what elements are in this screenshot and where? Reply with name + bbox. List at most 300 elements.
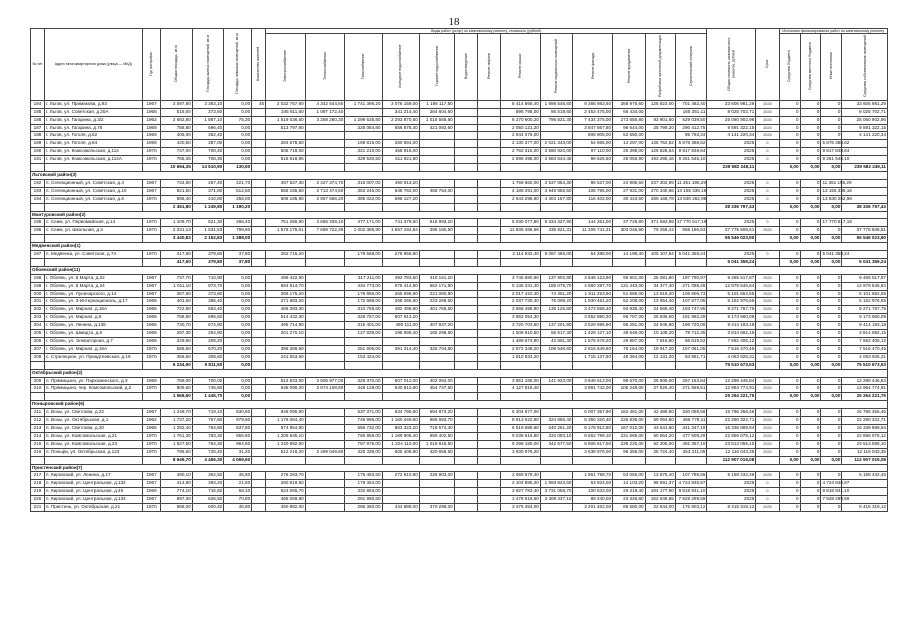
table-cell: 606 185,80 [266, 195, 306, 203]
total-cell [142, 393, 161, 401]
total-cell [540, 456, 573, 464]
table-cell [540, 132, 573, 140]
table-cell: 537,80 [224, 424, 252, 432]
table-cell: 1 240 892,50 [266, 440, 306, 448]
table-cell: 4 063 925,31 [842, 353, 888, 361]
section-header [31, 243, 888, 251]
table-cell: 1 160 449,60 [382, 417, 419, 425]
table-cell: 7 828 299,59 [821, 496, 842, 504]
table-cell [305, 440, 345, 448]
table-cell: 0 [821, 472, 842, 480]
table-cell: 716,60 [192, 488, 223, 496]
table-cell: 834 795,60 [382, 409, 419, 417]
table-cell: 3 363,10 [192, 100, 223, 108]
table-cell: 341 347,19 [675, 424, 707, 432]
table-cell [454, 496, 477, 504]
table-cell: 684 514,70 [266, 282, 306, 290]
total-cell [419, 393, 454, 401]
table-cell: 548 099,20 [266, 385, 306, 393]
table-cell: 1 224 110,00 [382, 440, 419, 448]
table-cell [252, 480, 266, 488]
table-cell: 1970 [142, 156, 161, 164]
table-cell: 269 175,20 [266, 290, 306, 298]
table-row [31, 132, 888, 140]
table-cell [305, 132, 345, 140]
table-cell: 710,90 [192, 274, 223, 282]
table-cell: 51 688,00 [613, 290, 646, 298]
table-cell: 303 046,90 [613, 227, 646, 235]
table-cell: 189 075,70 [540, 282, 573, 290]
table-cell [305, 314, 345, 322]
table-cell: 74 351,20 [540, 290, 573, 298]
table-cell: 5 030 077,80 [501, 219, 541, 227]
table-cell: 0 [800, 424, 821, 432]
header-work-3: Газоснабжение [345, 34, 382, 100]
table-cell [266, 132, 306, 140]
table-cell: 251 606,00 [345, 345, 382, 353]
table-cell: 5 876 368,62 [675, 140, 707, 148]
table-cell: 4 342 544,60 [305, 100, 345, 108]
table-cell [305, 274, 345, 282]
table-cell: 596 127,20 [382, 195, 419, 203]
table-cell: 53 924,00 [573, 480, 613, 488]
table-cell: 7 662 405,12 [707, 338, 756, 346]
table-cell [454, 100, 477, 108]
section-header [31, 171, 888, 179]
total-cell [540, 361, 573, 369]
table-cell: 846 095,90 [266, 409, 306, 417]
table-cell: 286 360,00 [345, 504, 382, 512]
total-cell [756, 258, 779, 266]
total-cell [305, 235, 345, 243]
total-cell [613, 203, 646, 211]
table-cell: 272 610,80 [382, 472, 419, 480]
table-cell [540, 472, 573, 480]
table-cell: 2 021 343,00 [540, 140, 573, 148]
address-cell: п. Кировский, ул. Ленина, д.17 [44, 472, 142, 480]
address-cell: п. Прямицыно, ул. Пархоменского, д.3 [44, 377, 142, 385]
table-cell: 0,00 [224, 330, 252, 338]
table-row [31, 179, 888, 187]
table-cell: 231 569,00 [613, 432, 646, 440]
total-cell [44, 203, 142, 211]
table-cell: 26 319,40 [613, 488, 646, 496]
total-cell: 4 069,60 [224, 456, 252, 464]
table-cell: 759,00 [161, 377, 192, 385]
table-cell: 2025 [756, 282, 779, 290]
total-cell [477, 164, 500, 172]
total-cell [31, 203, 45, 211]
table-cell [454, 148, 477, 156]
address-cell: п. Возы, ул. Октябрьская, д.1 [44, 417, 142, 425]
table-cell: 14 198,40 [613, 251, 646, 259]
total-cell [645, 456, 675, 464]
table-cell: 0 [779, 251, 800, 259]
table-cell [305, 409, 345, 417]
table-cell [540, 448, 573, 456]
table-cell: 2025 [756, 385, 779, 393]
table-cell: 326 370,00 [345, 377, 382, 385]
address-cell: п. Селекционный, ул. Советская, д.6 [44, 195, 142, 203]
table-cell: 2025 [756, 124, 779, 132]
table-cell: 420,50 [161, 140, 192, 148]
table-cell: 477 171,00 [345, 219, 382, 227]
table-cell: 537 371,00 [345, 409, 382, 417]
table-cell [419, 314, 454, 322]
table-cell [477, 108, 500, 116]
table-cell [252, 440, 266, 448]
total-cell [345, 258, 382, 266]
table-cell: 9 368 983,60 [573, 100, 613, 108]
table-cell: 165 298,80 [419, 330, 454, 338]
table-cell: 99 625,50 [573, 156, 613, 164]
table-cell: 46 364,00 [613, 353, 646, 361]
table-cell [252, 298, 266, 306]
header-deadline: Срок [756, 29, 779, 101]
table-cell: 2 427 374,70 [305, 179, 345, 187]
table-cell: 979,60 [224, 417, 252, 425]
table-cell: 513 797,60 [266, 124, 306, 132]
table-cell [454, 330, 477, 338]
table-cell: 193 286,16 [645, 156, 675, 164]
table-cell: 75 099,20 [540, 298, 573, 306]
table-cell [305, 472, 345, 480]
table-cell: 12 116 043,35 [842, 448, 888, 456]
table-cell: 1 176 064,40 [266, 417, 306, 425]
table-row [31, 148, 888, 156]
table-cell: 184 [31, 100, 45, 108]
table-cell: 204 [31, 322, 45, 330]
table-cell: 524 065,70 [266, 488, 306, 496]
table-cell [305, 124, 345, 132]
table-cell: 290 412,75 [675, 124, 707, 132]
address-cell: п. Возы, ул. Комсомольская, д.21 [44, 432, 142, 440]
table-cell: 289 168,78 [645, 195, 675, 203]
total-cell [645, 164, 675, 172]
table-cell: 8 415 319,12 [842, 504, 888, 512]
table-cell [252, 472, 266, 480]
table-cell: 2 104 885,20 [501, 480, 541, 488]
table-cell [477, 488, 500, 496]
section-total-row [31, 361, 888, 369]
table-cell: 570,20 [192, 345, 223, 353]
table-cell: 700,00 [192, 377, 223, 385]
table-cell: 0 [821, 440, 842, 448]
table-cell: 1 016 568,80 [419, 116, 454, 124]
table-cell: 3 852 054,30 [501, 314, 541, 322]
table-cell: 9 591 322,15 [842, 124, 888, 132]
table-cell: 0 [800, 148, 821, 156]
table-cell: 809,60 [161, 385, 192, 393]
table-cell [477, 274, 500, 282]
total-cell: 0,00 [821, 258, 842, 266]
table-cell: 2025 [756, 322, 779, 330]
table-cell: 499 422,90 [266, 274, 306, 282]
total-cell [419, 203, 454, 211]
total-cell [252, 164, 266, 172]
table-cell: 4 189 291,00 [501, 187, 541, 195]
table-cell: 107 788,56 [675, 472, 707, 480]
table-cell [477, 187, 500, 195]
table-cell: 808 905,00 [573, 132, 613, 140]
table-cell: 5 041 359,24 [675, 251, 707, 259]
section-title: Октябрьский район(2) [31, 369, 888, 377]
table-cell [454, 116, 477, 124]
table-cell: 280 819,60 [266, 480, 306, 488]
table-cell: 268 265,60 [382, 298, 419, 306]
table-cell: 1 018 915,50 [419, 440, 454, 448]
total-cell [252, 203, 266, 211]
table-cell: 126 828,64 [645, 148, 675, 156]
table-cell: 280 694,00 [382, 140, 419, 148]
table-cell: 621,30 [192, 219, 223, 227]
table-row [31, 290, 888, 298]
header-fin-3: Иные источники [821, 34, 842, 100]
table-cell: 1969 [142, 488, 161, 496]
table-cell: 229,90 [161, 338, 192, 346]
total-cell [266, 164, 306, 172]
table-cell: 955,80 [224, 432, 252, 440]
table-cell: 0 [800, 179, 821, 187]
table-cell: 315 401,00 [345, 322, 382, 330]
table-cell: 208,20 [192, 338, 223, 346]
table-cell: 513 843,00 [266, 377, 306, 385]
table-cell: 192 [31, 179, 45, 187]
table-cell: 1 827,50 [161, 440, 192, 448]
table-cell: 2 069 679,40 [501, 472, 541, 480]
table-cell [477, 480, 500, 488]
table-cell [252, 353, 266, 361]
table-cell: 79 258,42 [645, 227, 675, 235]
table-cell: 0 [779, 195, 800, 203]
table-cell: 254,90 [192, 330, 223, 338]
total-cell [613, 393, 646, 401]
header-group-financing: Источники финансирования работ по капитальному ремонту [779, 29, 887, 34]
table-cell: 175 903,12 [675, 504, 707, 512]
table-cell: 11 205 741,31 [573, 227, 613, 235]
table-cell: 2025 [756, 298, 779, 306]
table-cell: 116 402,00 [573, 195, 613, 203]
table-cell: 465 778,11 [675, 417, 707, 425]
table-row [31, 440, 888, 448]
table-cell: 1967 [142, 496, 161, 504]
table-row [31, 274, 888, 282]
total-cell [573, 164, 613, 172]
table-cell [477, 322, 500, 330]
table-cell [252, 338, 266, 346]
table-cell: 1967 [142, 282, 161, 290]
table-cell: 3 814 692,15 [707, 330, 756, 338]
table-cell: 172 688,00 [345, 298, 382, 306]
table-cell: 3 891 742,00 [573, 385, 613, 393]
table-cell [454, 385, 477, 393]
table-cell: 2025 [756, 338, 779, 346]
table-cell: 43 641,60 [645, 424, 675, 432]
table-cell: 2025 [707, 219, 756, 227]
table-cell: 210 [31, 385, 45, 393]
total-cell [477, 258, 500, 266]
table-cell: 497 527,30 [266, 179, 306, 187]
total-cell [266, 393, 306, 401]
total-cell: 37,80 [224, 258, 252, 266]
section-total-row [31, 258, 888, 266]
table-cell: 0 [800, 306, 821, 314]
table-cell: 26 055,90 [613, 156, 646, 164]
table-cell: 1 578 175,01 [266, 227, 306, 235]
total-cell [305, 258, 345, 266]
table-cell: 165 351,11 [675, 108, 707, 116]
total-cell [501, 258, 541, 266]
total-cell [756, 235, 779, 243]
table-cell: 37 729,80 [613, 219, 646, 227]
table-cell: 25 836,60 [645, 314, 675, 322]
table-cell: 1967 [142, 290, 161, 298]
table-cell: 0 [779, 298, 800, 306]
header-work-1: Электроснабжение [266, 34, 306, 100]
table-cell [305, 480, 345, 488]
table-cell: 24 945,80 [645, 322, 675, 330]
table-cell: 393,20 [192, 480, 223, 488]
table-cell: 329 530,50 [345, 156, 382, 164]
table-cell: 8 414 866,40 [501, 100, 541, 108]
table-cell: 196 720,08 [675, 322, 707, 330]
table-cell: 184 177,90 [645, 488, 675, 496]
table-cell: 0 [821, 377, 842, 385]
table-cell: 9 414 193,18 [707, 322, 756, 330]
table-cell: 2 017 422,40 [501, 290, 541, 298]
table-cell: 106 795,00 [573, 187, 613, 195]
table-cell: 0 [779, 488, 800, 496]
header-work-11: Ремонт фундамента [613, 34, 646, 100]
table-cell: 405,00 [161, 132, 192, 140]
table-cell: 0 [800, 108, 821, 116]
table-cell [477, 227, 500, 235]
table-cell: 0 [779, 338, 800, 346]
table-row [31, 124, 888, 132]
address-cell: п. Возы, ул. Светлова, д.22 [44, 409, 142, 417]
table-cell: 3 652 890,30 [573, 314, 613, 322]
table-cell: 273 655,80 [613, 116, 646, 124]
table-cell: 765,35 [161, 156, 192, 164]
table-cell: 89 240,00 [573, 496, 613, 504]
table-row [31, 251, 888, 259]
table-cell: 291 990,60 [345, 496, 382, 504]
total-cell [31, 235, 45, 243]
table-cell: 8 350 320,40 [573, 417, 613, 425]
table-cell [454, 156, 477, 164]
total-cell [675, 235, 707, 243]
table-cell: 2025 [756, 330, 779, 338]
table-cell [252, 274, 266, 282]
table-cell: 45 [252, 100, 266, 108]
table-cell: 84 851,71 [675, 353, 707, 361]
total-cell [345, 361, 382, 369]
table-cell: 54 665,00 [573, 140, 613, 148]
table-cell: 1962 [142, 417, 161, 425]
table-cell [419, 488, 454, 496]
table-cell: 0 [800, 385, 821, 393]
total-cell [31, 361, 45, 369]
table-cell [477, 432, 500, 440]
table-cell: 196 [31, 227, 45, 235]
total-cell [477, 456, 500, 464]
total-cell: 0,00 [800, 393, 821, 401]
table-cell: 10 108,20 [645, 330, 675, 338]
total-cell: 8 649,70 [161, 456, 192, 464]
total-cell [31, 164, 45, 172]
total-cell [419, 235, 454, 243]
table-row [31, 219, 888, 227]
table-cell: 540 812,80 [382, 385, 419, 393]
table-cell: 2025 [756, 132, 779, 140]
address-cell: п. Медвенка, ул. Советская, д.74 [44, 251, 142, 259]
table-cell [477, 330, 500, 338]
total-cell: 38 336 797,43 [842, 203, 888, 211]
table-cell: 0 [821, 100, 842, 108]
table-cell: 100 633,00 [573, 488, 613, 496]
table-cell: 490 111,00 [382, 322, 419, 330]
table-cell: 7 516 470,45 [707, 345, 756, 353]
table-cell [454, 345, 477, 353]
table-cell: 1 186 117,50 [419, 100, 454, 108]
section-header [31, 211, 888, 219]
table-cell: 193 747,95 [675, 306, 707, 314]
table-cell: 0 [800, 353, 821, 361]
table-cell: 332 863,00 [345, 488, 382, 496]
table-cell: 0 [821, 227, 842, 235]
table-cell: 3 948 956,50 [540, 187, 573, 195]
table-cell [477, 409, 500, 417]
address-cell: г. Льгов, ул. Советская, д.20А [44, 108, 142, 116]
table-cell: 758,80 [161, 124, 192, 132]
table-cell: 1965 [142, 424, 161, 432]
table-cell: 241 553,60 [266, 353, 306, 361]
table-cell: 965 683,70 [419, 417, 454, 425]
table-cell: 201 [31, 298, 45, 306]
total-cell [675, 393, 707, 401]
total-cell [540, 164, 573, 172]
table-cell [540, 314, 573, 322]
table-cell: 187 [31, 124, 45, 132]
table-cell: 0 [756, 195, 779, 203]
table-cell [305, 504, 345, 512]
total-cell [573, 393, 613, 401]
table-cell: 774,10 [161, 488, 192, 496]
table-cell: 0 [800, 314, 821, 322]
table-body [31, 100, 888, 511]
table-cell: 79 712,35 [675, 330, 707, 338]
table-cell: 0 [800, 417, 821, 425]
table-cell: 0 [800, 377, 821, 385]
table-frame [30, 28, 888, 632]
table-cell: 225 836,00 [613, 417, 646, 425]
table-cell: 410 161,20 [419, 274, 454, 282]
address-cell: с. Сеим, ул. Первомайская, д.14 [44, 219, 142, 227]
table-cell: 176 866,00 [345, 290, 382, 298]
table-cell: 105 107,84 [645, 251, 675, 259]
table-cell: 8 415 319,12 [707, 504, 756, 512]
table-cell: 226 903,00 [419, 472, 454, 480]
address-cell: п. Селекционный, ул. Советская, д.10 [44, 187, 142, 195]
table-cell: 0 [800, 432, 821, 440]
table-cell: 371 593,99 [645, 219, 675, 227]
table-cell: 0 [779, 385, 800, 393]
table-cell: 19 917,20 [645, 345, 675, 353]
table-cell: 8 808 617,50 [573, 440, 613, 448]
table-cell [305, 424, 345, 432]
table-cell: 421 092,60 [419, 124, 454, 132]
table-cell: 0 [821, 116, 842, 124]
